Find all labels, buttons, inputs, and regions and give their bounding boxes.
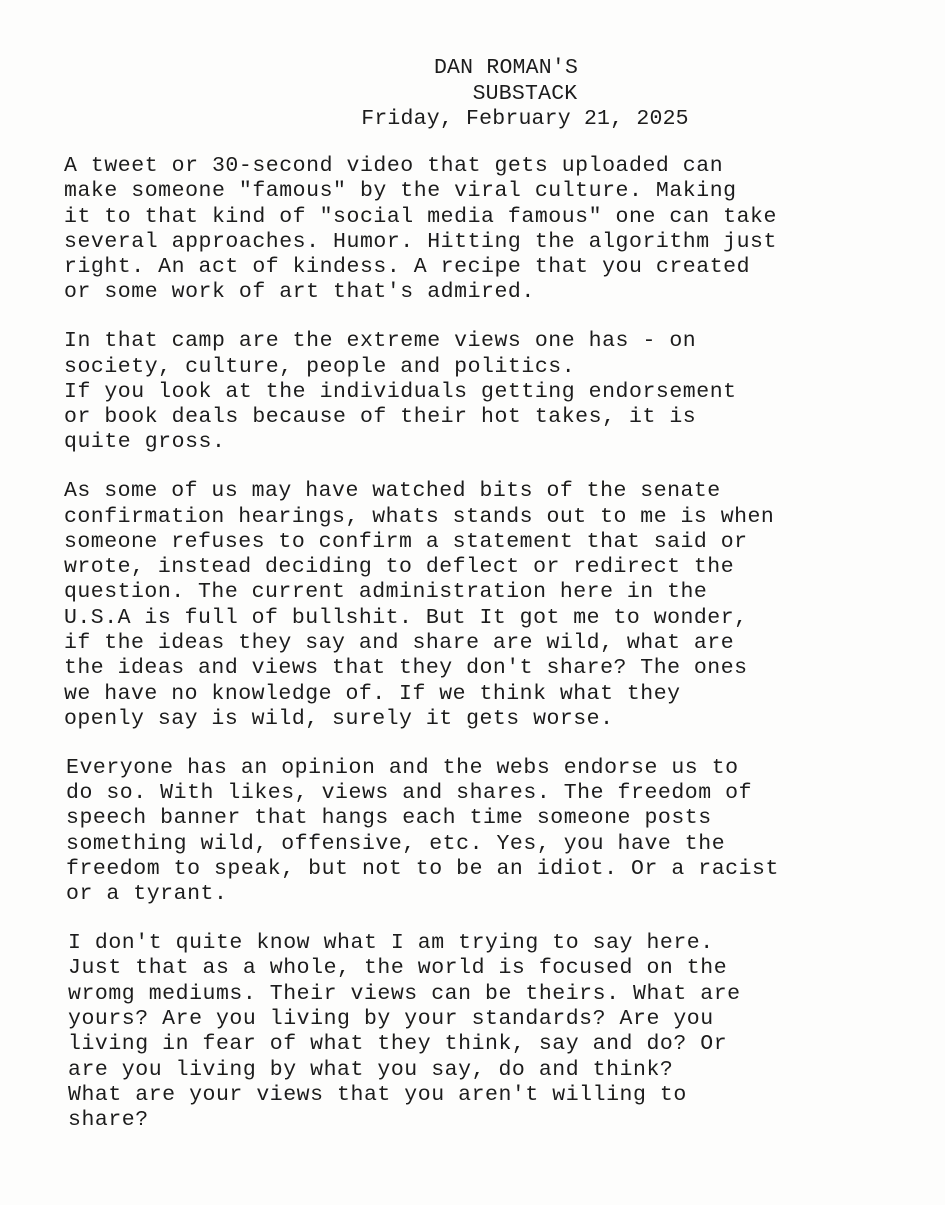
text-line: wromg mediums. Their views can be theirs. What are <box>68 981 741 1006</box>
paragraph-4 <box>64 756 924 908</box>
letter-header <box>300 56 750 133</box>
text-line: or some work of art that's admired. <box>64 280 535 305</box>
text-line: the ideas and views that they don't share? The ones <box>64 656 748 681</box>
text-line: I don't quite know what I am trying to say here. <box>68 931 714 956</box>
text-line: do so. With likes, views and shares. The freedom of <box>66 781 753 806</box>
text-line: Just that as a whole, the world is focused on the <box>68 956 728 981</box>
text-line: someone refuses to confirm a statement that said or <box>64 529 748 554</box>
paragraph-5 <box>64 931 924 1133</box>
text-line: something wild, offensive, etc. Yes, you have the <box>66 831 726 856</box>
text-line: it to that kind of "social media famous" one can take <box>64 204 777 229</box>
text-line: right. An act of kindess. A recipe that you created <box>64 255 751 280</box>
author-name: DAN ROMAN'S <box>433 56 579 80</box>
text-line: or book deals because of their hot takes, it is <box>64 405 697 430</box>
text-line: quite gross. <box>64 430 226 455</box>
text-line: wrote, instead deciding to deflect or redirect the <box>64 555 735 580</box>
text-line: U.S.A is full of bullshit. But It got me to wonder, <box>64 605 748 630</box>
text-line: several approaches. Humor. Hitting the algorithm just <box>64 229 777 254</box>
paragraph-2 <box>64 329 924 455</box>
text-line: we have no knowledge of. If we think what they <box>64 681 681 706</box>
text-line: share? <box>68 1108 149 1133</box>
paragraph-3 <box>64 479 924 732</box>
text-line: confirmation hearings, whats stands out to me is when <box>64 504 775 529</box>
letter-body <box>64 154 924 1157</box>
text-line: What are your views that you aren't willing to <box>68 1082 687 1107</box>
text-line: A tweet or 30-second video that gets uploaded can <box>64 154 724 178</box>
text-line: society, culture, people and politics. <box>64 354 576 379</box>
text-line: yours? Are you living by your standards? Are you <box>68 1006 714 1031</box>
text-line: make someone "famous" by the viral culture. Making <box>64 179 737 204</box>
text-line: openly say is wild, surely it gets worse. <box>64 706 614 731</box>
text-line: As some of us may have watched bits of the senate <box>64 479 721 504</box>
text-line: living in fear of what they think, say and do? Or <box>68 1032 728 1057</box>
letter-date: Friday, February 21, 2025 <box>361 107 689 131</box>
text-line: freedom to speak, but not to be an idiot. Or a racist <box>66 856 779 881</box>
text-line: are you living by what you say, do and think? <box>68 1057 674 1082</box>
text-line: If you look at the individuals getting endorsement <box>64 379 737 404</box>
text-line: Everyone has an opinion and the webs endorse us to <box>66 755 739 780</box>
text-line: or a tyrant. <box>66 882 228 907</box>
text-line: In that camp are the extreme views one has - on <box>64 329 697 354</box>
paragraph-1 <box>64 154 924 306</box>
publication-name: SUBSTACK <box>472 81 578 106</box>
text-line: question. The current administration here in the <box>64 580 708 605</box>
text-line: speech banner that hangs each time someone posts <box>66 806 712 831</box>
text-line: if the ideas they say and share are wild, what are <box>64 631 735 656</box>
